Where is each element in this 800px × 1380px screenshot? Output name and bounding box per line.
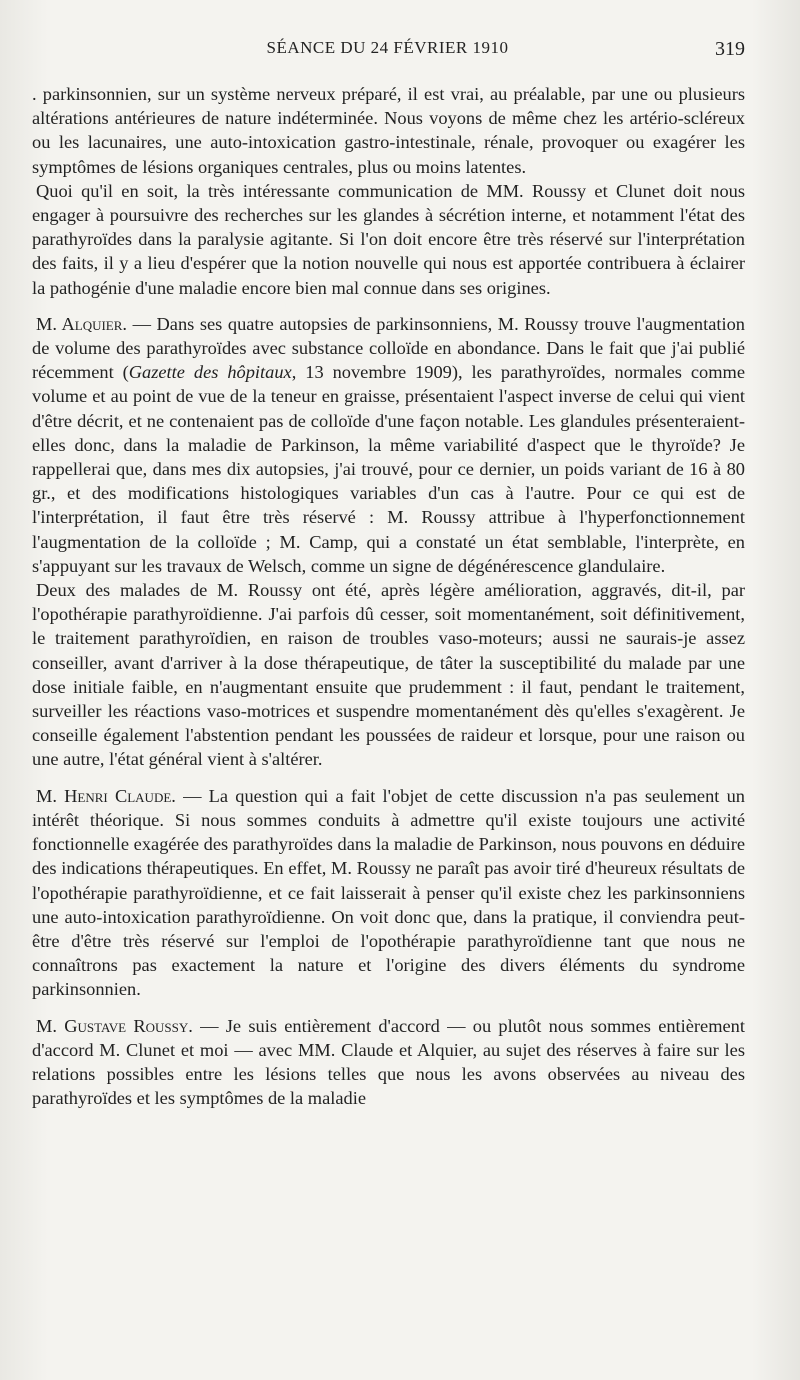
paragraph-roussy (32, 1014, 745, 1111)
speaker-name: M. Henri Claude. (36, 785, 176, 806)
paragraph-claude (32, 784, 745, 1002)
paragraph-text: — Je suis entièrement d'accord — ou plutôt nous sommes entièrement d'accord M. Clunet et moi — avec MM. Claude et Alquier, au sujet des réserves à faire sur les relations possibles entre les lésions telles que nous les avons observées au niveau des parathyroïdes et les symptômes de la maladie (32, 1015, 745, 1109)
running-head: SÉANCE DU 24 FÉVRIER 1910 (266, 38, 509, 57)
paragraph-text: , 13 novembre 1909), les parathyroïdes, normales comme volume et au point de vue de la teneur en graisse, présentaient l'aspect inverse de celui qui vient d'être décrit, et ne contenaient pas de colloïde d'une façon notable. Les glandules présenteraient-elles donc, dans la maladie de Parkinson, la même variabilité d'aspect que le thyroïde? Je rappellerai que, dans mes dix autopsies, j'ai trouvé, pour ce dernier, un poids variant de 16 à 80 gr., et des modifications histologiques variables d'un cas à l'autre. Pour ce qui est de l'interprétation, il faut être très réservé : M. Roussy attribue à l'hyperfonctionnement l'augmentation de la colloïde ; M. Camp, qui a constaté un état semblable, l'interprète, en s'appuyant sur les travaux de Welsch, comme un signe de dégénérescence glandulaire. (32, 362, 745, 576)
citation-journal: Gazette des hôpitaux (128, 362, 292, 383)
page-header (30, 38, 745, 64)
paragraph-2: Quoi qu'il en soit, la très intéressante communication de MM. Roussy et Clunet doit nous engager à poursuivre des recherches sur les glandes à sécrétion interne, et notamment l'état des parathyroïdes dans la paralysie agitante. Si l'on doit encore être très réservé sur l'interprétation des faits, il y a lieu d'espérer que la notion nouvelle qui nous est apportée contribuera à éclairer la pathogénie d'une maladie encore bien mal connue dans ses origines. (32, 180, 745, 298)
body-text (32, 82, 745, 1110)
paragraph-text: — Dans ses quatre autopsies de parkinsonniens, M. Roussy trouve l'augmentation de volume des parathyroïdes avec substance colloïde en abondance. Dans le fait que j'ai publié récemment ( (32, 313, 745, 383)
paragraph-4: Deux des malades de M. Roussy ont été, après légère amélioration, aggravés, dit-il, par l'opothérapie parathyroïdienne. J'ai parfois dû cesser, soit momentanément, soit définitivement, le traitement parathyroïdien, en raison de troubles vaso-moteurs; aussi ne saurais-je assez conseiller, avant d'arriver à la dose thérapeutique, de tâter la susceptibilité du malade par une dose initiale faible, en n'augmentant ensuite que prudemment : il faut, pendant le traitement, surveiller les réactions vaso-motrices et suspendre momentanément dès qu'elles s'exagèrent. Je conseille également l'abstention pendant les poussées de raideur et lorsque, pour une raison ou une autre, l'état général vient à s'altérer. (32, 580, 745, 770)
speaker-name: M. Gustave Roussy. (36, 1015, 193, 1036)
page-number: 319 (715, 38, 745, 60)
paragraph-text: — La question qui a fait l'objet de cette discussion n'a pas seulement un intérêt théorique. Si nous sommes conduits à admettre qu'il existe toujours une activité fonctionnelle exagérée des parathyroïdes dans la maladie de Parkinson, nous pouvons en déduire des indications thérapeutiques. En effet, M. Roussy ne paraît pas avoir tiré d'heureux résultats de l'opothérapie parathyroïdienne, et ce fait laisserait à penser qu'il existe chez les parkinsonniens une auto-intoxication parathyroïdienne. On voit donc que, dans la pratique, il conviendra peut-être d'être très réservé sur l'emploi de l'opothérapie parathyroïdienne tant que nous ne connaîtrons pas exactement la nature et l'origine des divers éléments du syndrome parkinsonnien. (32, 785, 745, 1000)
paragraph-alquier (32, 312, 745, 578)
paragraph-1: . parkinsonnien, sur un système nerveux préparé, il est vrai, au préalable, par une ou plusieurs altérations antérieures de nature indéterminée. Nous voyons de même chez les artério-scléreux ou les lacunaires, une auto-intoxication gastro-intestinale, rénale, provoquer ou exagérer les symptômes de lésions organiques centrales, plus ou moins latentes. (32, 84, 745, 177)
speaker-name: M. Alquier. (36, 313, 128, 334)
